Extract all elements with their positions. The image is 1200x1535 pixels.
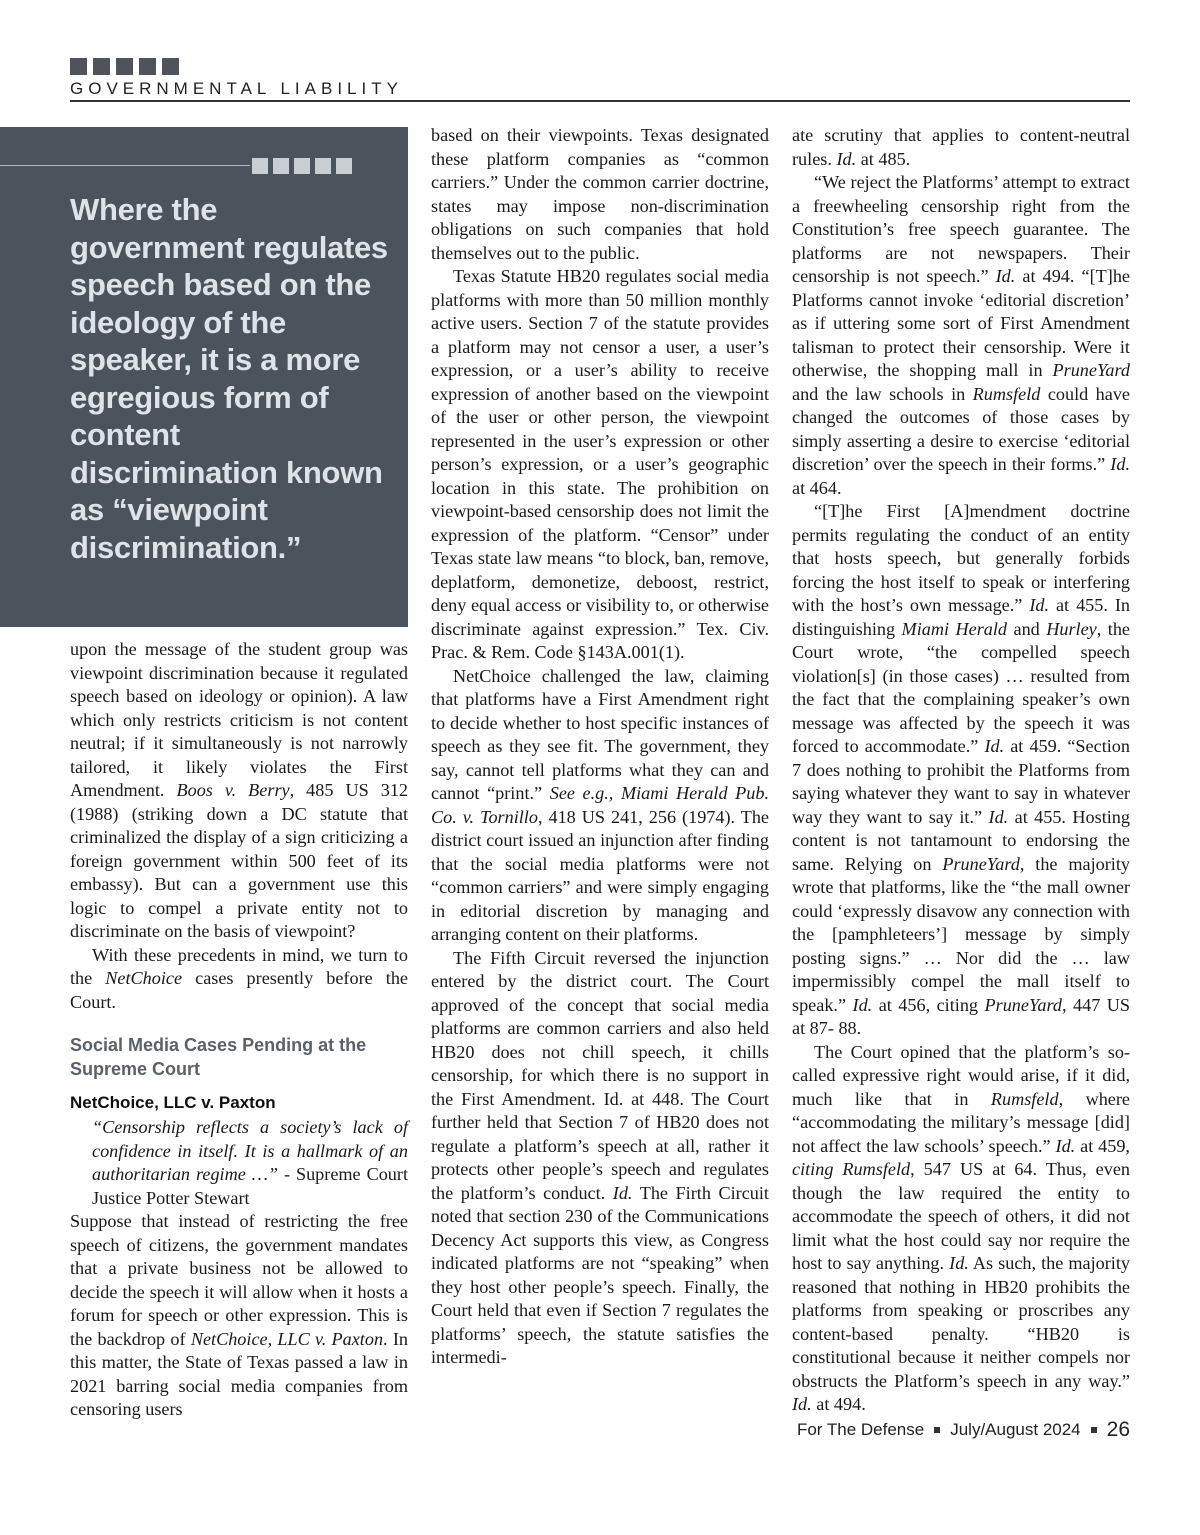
case-heading: NetChoice, LLC v. Paxton [70, 1093, 276, 1112]
paragraph: based on their viewpoints. Texas designated these platform companies as “common carriers.” Under the common carrier doctrine, states may impose non-discrimination obligations on such companies that hold themselves out to the public. [431, 125, 769, 263]
square-icon [294, 158, 310, 174]
paragraph: With these precedents in mind, we turn to the NetChoice cases presently before the Court. [70, 944, 408, 1012]
column-3 [792, 124, 1130, 1417]
page-number: 26 [1106, 1418, 1130, 1441]
square-icon [315, 158, 331, 174]
paragraph: Texas Statute HB20 regulates social media platforms with more than 50 million monthly active users. Section 7 of the statute provides a platform may not censor a user, a user’s expression, or a user’s ability to receive expression of another based on the viewpoint of the user or other person, the viewpoint represented in the user’s expression or other person’s expression, or a user’s geographic location in this state. The prohibition on viewpoint-based censorship does not limit the expression of the platform. “Censor” under Texas state law means “to block, ban, remove, deplatform, demonetize, deboost, restrict, deny equal access or visibility to, or otherwise discriminate against expression.” Tex. Civ. Prac. & Rem. Code §143A.001(1). [431, 266, 769, 662]
paragraph: “[T]he First [A]mendment doctrine permits regulating the conduct of an entity that hosts speech, but generally forbids forcing the host itself to speak or interfering with the host’s own message.” Id. at 455. In distinguishing Miami Herald and Hurley, the Court wrote, “the compelled speech violation[s] (in those cases) … resulted from the fact that the complaining speaker’s own message was affected by the speech it was forced to accommodate.” Id. at 459. “Section 7 does nothing to prohibit the Platforms from saying whatever they want to say in whatever way they want to say it.” Id. at 455. Hosting content is not tantamount to endorsing the same. Relying on PruneYard, the majority wrote that platforms, like the “the mall owner could ‘expressly disavow any connection with the [pamphleteers’] message by simply posting signs.” … Nor did the … law impermissibly compel the mall itself to speak.” Id. at 456, citing PruneYard, 447 US at 87- 88. [792, 501, 1131, 1038]
pullquote-box [0, 127, 408, 627]
bullet-icon [934, 1427, 940, 1433]
square-icon [139, 58, 156, 75]
paragraph: Suppose that instead of restricting the free speech of citizens, the government mandates that a private business not be allowed to decide the speech it will allow when it hosts a forum for speech or other expression. This is the backdrop of NetChoice, LLC v. Paxton. In this matter, the State of Texas passed a law in 2021 barring social media companies from censoring users [70, 1211, 408, 1419]
issue-date: July/August 2024 [950, 1420, 1081, 1439]
square-icon [93, 58, 110, 75]
paragraph: upon the message of the student group was viewpoint discrimination because it regulated speech based on ideology or opinion). A law which only restricts criticism is not content neutral; if it simultaneously is not narrowly tailored, it likely violates the First Amendment. Boos v. Berry, 485 US 312 (1988) (striking down a DC statute that criminalized the display of a sign criticizing a foreign government within 500 feet of its embassy). But can a government use this logic to compel a private entity not to discriminate on the basis of viewpoint? [70, 639, 409, 941]
square-icon [70, 58, 87, 75]
bullet-icon [1091, 1427, 1097, 1433]
pullquote-rule [0, 165, 250, 166]
page-footer [797, 1418, 1130, 1442]
section-label: GOVERNMENTAL LIABILITY [70, 79, 403, 98]
square-icon [252, 158, 268, 174]
square-icon [116, 58, 133, 75]
square-icon [162, 58, 179, 75]
square-icon [336, 158, 352, 174]
header-decorative-squares [70, 58, 179, 75]
pullquote-text: Where the government regulates speech based on the ideology of the speaker, it is a more egregious form of content discrimination known as “viewpoint discrimination.” [70, 192, 388, 565]
paragraph: “We reject the Platforms’ attempt to extract a freewheeling censorship right from the Constitution’s free speech guarantee. The platforms are not newspapers. Their censorship is not speech.” Id. at 494. “[T]he Platforms cannot invoke ‘editorial discretion’ as if uttering some sort of First Amendment talisman to protect their censorship. Were it otherwise, the shopping mall in PruneYard and the law schools in Rumsfeld could have changed the outcomes of those cases by simply asserting a desire to exercise ‘editorial discretion’ over the speech in their forms.” Id. at 464. [792, 172, 1130, 498]
section-subhead: Social Media Cases Pending at the Supreme Court [70, 1035, 367, 1079]
column-2 [431, 124, 769, 1370]
paragraph: NetChoice challenged the law, claiming that platforms have a First Amendment right to decide whether to host specific instances of speech as they see fit. The government, they say, cannot tell platforms what they can and cannot “print.” See e.g., Miami Herald Pub. Co. v. Tornillo, 418 US 241, 256 (1974). The district court issued an injunction after finding that the social media platforms were not “common carriers” and were simply engaging in editorial discretion by managing and arranging content on their platforms. [431, 665, 769, 944]
paragraph: ate scrutiny that applies to content-neutral rules. Id. at 485. [792, 125, 1130, 169]
paragraph: The Fifth Circuit reversed the injunction entered by the district court. The Court approved of the concept that social media platforms are common carriers and also held HB20 does not chill speech, it chills censorship, for which there is no support in the First Amendment. Id. at 448. The Court further held that Section 7 of HB20 does not regulate a platform’s speech at all, rather it protects other people’s speech and regulates the platform’s conduct. Id. The Firth Circuit noted that section 230 of the Communications Decency Act supports this view, as Congress indicated platforms are not “speaking” when they host other people’s speech. Finally, the Court held that even if Section 7 regulates the platforms’ speech, the statute satisfies the intermedi- [431, 947, 769, 1367]
header-rule [70, 100, 1130, 102]
paragraph: The Court opined that the platform’s so-called expressive right would arise, if it did, much like that in Rumsfeld, where “accommodating the military’s message [did] not affect the law schools’ speech.” Id. at 459, citing Rumsfeld, 547 US at 64. Thus, even though the law required the entity to accommodate the speech of others, it did not limit what the host could say nor require the host to say anything. Id. As such, the majority reasoned that nothing in HB20 prohibits the platforms from speaking or proscribes any content-based penalty. “HB20 is constitutional because it neither compels nor obstructs the Platform’s speech in any way.” Id. at 494. [792, 1041, 1131, 1414]
column-1 [70, 638, 408, 1422]
square-icon [273, 158, 289, 174]
pullquote-decorative-squares [252, 158, 352, 174]
publication-name: For The Defense [796, 1420, 925, 1439]
epigraph-quote: “Censorship reflects a society’s lack of confidence in itself. It is a hallmark of an authoritarian regime …” - Supreme Court Justice Potter Stewart [92, 1117, 408, 1208]
